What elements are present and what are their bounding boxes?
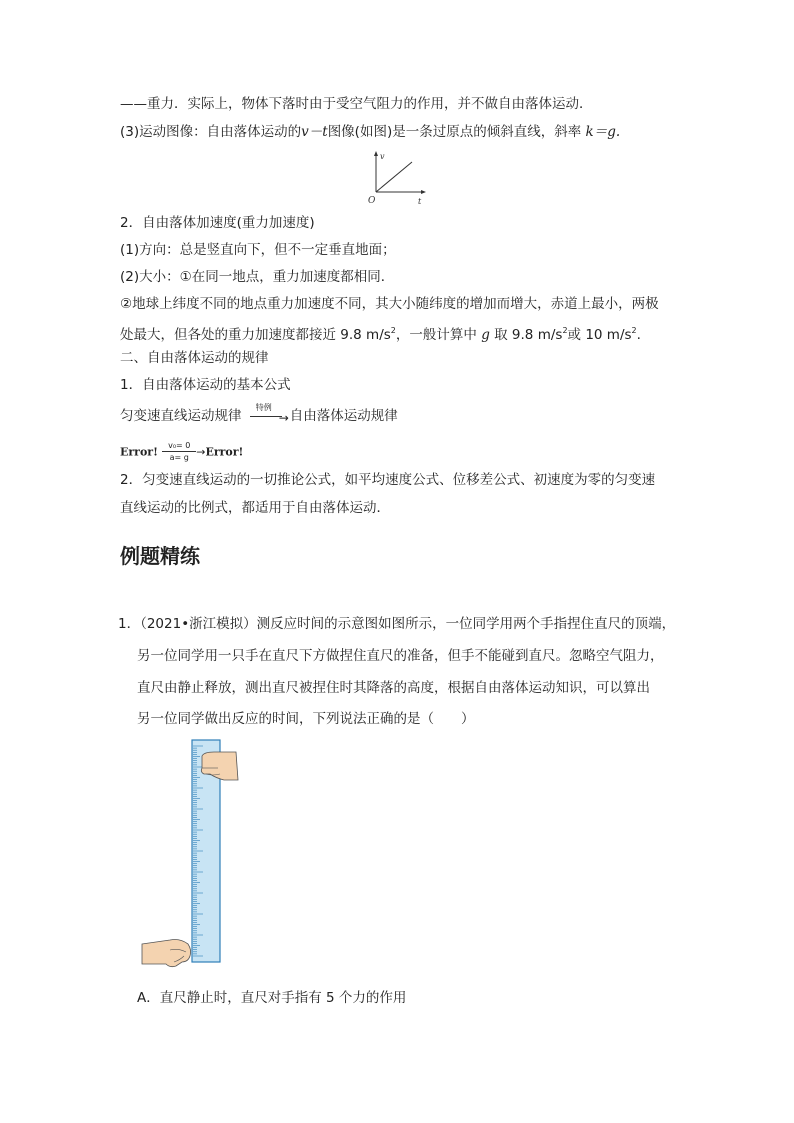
intro-line-1: ——重力．实际上，物体下落时由于受空气阻力的作用，并不做自由落体运动． bbox=[120, 96, 593, 112]
vt-symbol: v－t bbox=[301, 124, 328, 140]
text-segment: (3)运动图像：自由落体运动的 bbox=[120, 124, 302, 140]
condition-bottom: a= g bbox=[169, 453, 189, 462]
rule-line bbox=[120, 403, 398, 426]
option-a[interactable]: A．直尺静止时，直尺对手指有 5 个力的作用 bbox=[137, 990, 407, 1006]
graph-x-label: t bbox=[418, 197, 422, 206]
latitude-line-1: ②地球上纬度不同的地点重力加速度不同，其大小随纬度的增加而增大，赤道上最小，两极 bbox=[120, 296, 659, 312]
arrow-icon: → bbox=[196, 445, 206, 459]
superscript: 2 bbox=[390, 326, 396, 335]
special-case-arrow bbox=[246, 403, 290, 426]
basic-formula-title: 1．自由落体运动的基本公式 bbox=[120, 377, 291, 393]
question-1-line-3: 直尺由静止释放，测出直尺被捏住时其降落的高度，根据自由落体运动知识，可以算出 bbox=[137, 680, 650, 696]
section2-title: 2．自由落体加速度(重力加速度) bbox=[120, 215, 315, 231]
text-segment: 或 10 m/s bbox=[567, 327, 632, 343]
slope-formula: k＝g. bbox=[585, 124, 621, 140]
text-segment: . bbox=[636, 327, 641, 343]
superscript: 2 bbox=[562, 326, 568, 335]
graph-origin-label: O bbox=[368, 196, 376, 206]
text-segment: 图像(如图)是一条过原点的倾斜直线，斜率 bbox=[327, 124, 582, 140]
part2-title: 二、自由落体运动的规律 bbox=[120, 350, 269, 366]
error-text: Error! bbox=[120, 445, 158, 459]
intro-line-2 bbox=[120, 122, 620, 142]
bottom-hand-icon bbox=[142, 940, 191, 967]
vt-graph bbox=[366, 148, 430, 206]
graph-y-label: v bbox=[380, 152, 385, 161]
arrow-head-icon: → bbox=[278, 411, 289, 425]
g-symbol: g bbox=[481, 327, 490, 343]
superscript: 2 bbox=[631, 326, 637, 335]
latitude-line-2 bbox=[120, 321, 641, 345]
text-segment: 取 9.8 m/s bbox=[494, 327, 563, 343]
error-text: Error! bbox=[205, 445, 244, 459]
error-formula-line bbox=[120, 441, 243, 463]
free-fall-rule: 自由落体运动规律 bbox=[289, 408, 398, 424]
direction-line: (1)方向：总是竖直向下，但不一定垂直地面； bbox=[120, 242, 396, 258]
uniform-accel-rule: 匀变速直线运动规律 bbox=[120, 408, 242, 424]
text-segment: 处最大，但各处的重力加速度都接近 9.8 m/s bbox=[120, 327, 391, 343]
question-1-line-1: 1．（2021•浙江模拟）测反应时间的示意图如图所示，一位同学用两个手指捏住直尺的顶端， bbox=[118, 616, 676, 632]
corollary-line-1: 2．匀变速直线运动的一切推论公式，如平均速度公式、位移差公式、初速度为零的匀变速 bbox=[120, 472, 656, 488]
corollary-line-2: 直线运动的比例式，都适用于自由落体运动． bbox=[120, 500, 390, 516]
size-line: (2)大小：①在同一地点，重力加速度都相同． bbox=[120, 269, 395, 285]
question-1-line-2: 另一位同学用一只手在直尺下方做捏住直尺的准备，但手不能碰到直尺。忽略空气阻力， bbox=[137, 648, 664, 664]
examples-heading: 例题精练 bbox=[120, 544, 200, 568]
text-segment: ，一般计算中 bbox=[395, 327, 477, 343]
special-case-label: 特例 bbox=[255, 403, 272, 412]
condition-arrow bbox=[162, 441, 196, 462]
question-1-line-4: 另一位同学做出反应的时间，下列说法正确的是（ ） bbox=[137, 711, 475, 727]
ruler-illustration bbox=[140, 738, 240, 974]
condition-top: v₀= 0 bbox=[168, 441, 191, 450]
